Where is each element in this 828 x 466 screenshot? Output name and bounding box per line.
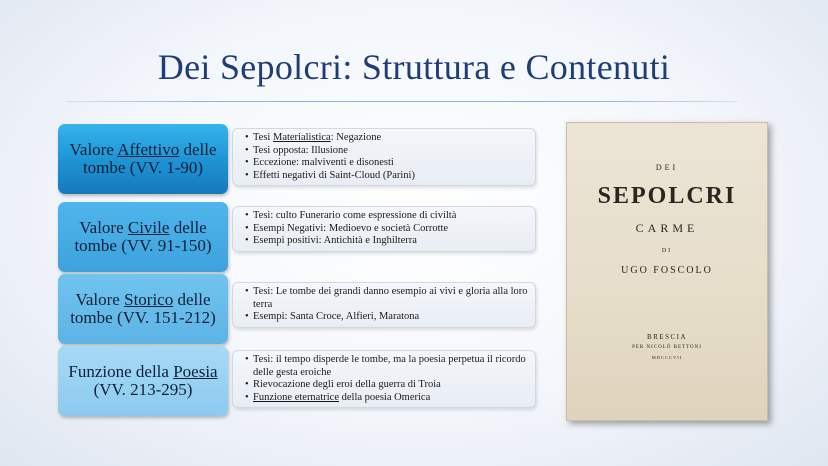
bullet-item: • Esempi Negativi: Medioevo e società Corrotte — [245, 223, 529, 236]
bullet-item: • Tesi: Le tombe dei grandi danno esempio ai vivi e gloria alla loro terra — [245, 286, 529, 311]
section-label: Valore Civile delle tombe (VV. 91-150) — [58, 202, 228, 272]
slide-title: Dei Sepolcri: Struttura e Contenuti — [157, 47, 671, 87]
bullet-item: • Tesi: il tempo disperde le tombe, ma la poesia perpetua il ricordo delle gesta eroiche — [245, 354, 529, 379]
bullet-box — [232, 206, 536, 252]
cover-title: SEPOLCRI — [597, 183, 737, 209]
section-label: Valore Storico delle tombe (VV. 151-212) — [58, 274, 228, 344]
bullet-item: • Tesi Materialistica: Negazione — [245, 132, 529, 145]
bullet-item: • Tesi: culto Funerario come espressione di civiltà — [245, 210, 529, 223]
bullet-box — [232, 282, 536, 328]
cover-dei: DEI — [655, 163, 679, 172]
cover-di: DI — [661, 248, 673, 254]
section-keyword: Storico — [124, 290, 174, 309]
bullet-item: • Funzione eternatrice della poesia Omerica — [245, 392, 529, 405]
bullet-item: • Esempi: Santa Croce, Alfieri, Maratona — [245, 311, 529, 324]
title-divider — [66, 101, 738, 102]
bullet-item: • Effetti negativi di Saint-Cloud (Parini) — [245, 170, 529, 183]
bullet-item: • Rievocazione degli eroi della guerra di Troia — [245, 379, 529, 392]
section-keyword: Affettivo — [117, 140, 180, 159]
cover-printer: PER NICOLÒ BETTONI — [632, 345, 702, 350]
section-label: Funzione della Poesia (VV. 213-295) — [58, 346, 228, 416]
bullet-box — [232, 128, 536, 186]
cover-author: UGO FOSCOLO — [621, 265, 713, 276]
bullet-item: • Esempi positivi: Antichità e Inghilterra — [245, 235, 529, 248]
section-keyword: Poesia — [173, 362, 218, 381]
section-label: Valore Affettivo delle tombe (VV. 1-90) — [58, 124, 228, 194]
cover-subtitle: CARME — [635, 221, 699, 235]
bullet-item: • Tesi opposta: Illusione — [245, 145, 529, 158]
section-keyword: Civile — [127, 218, 170, 237]
cover-city: BRESCIA — [646, 333, 688, 341]
cover-year: MDCCCVII — [651, 355, 683, 360]
bullet-box — [232, 350, 536, 408]
bullet-item: • Eccezione: malviventi e disonesti — [245, 157, 529, 170]
book-cover-image — [566, 122, 768, 421]
